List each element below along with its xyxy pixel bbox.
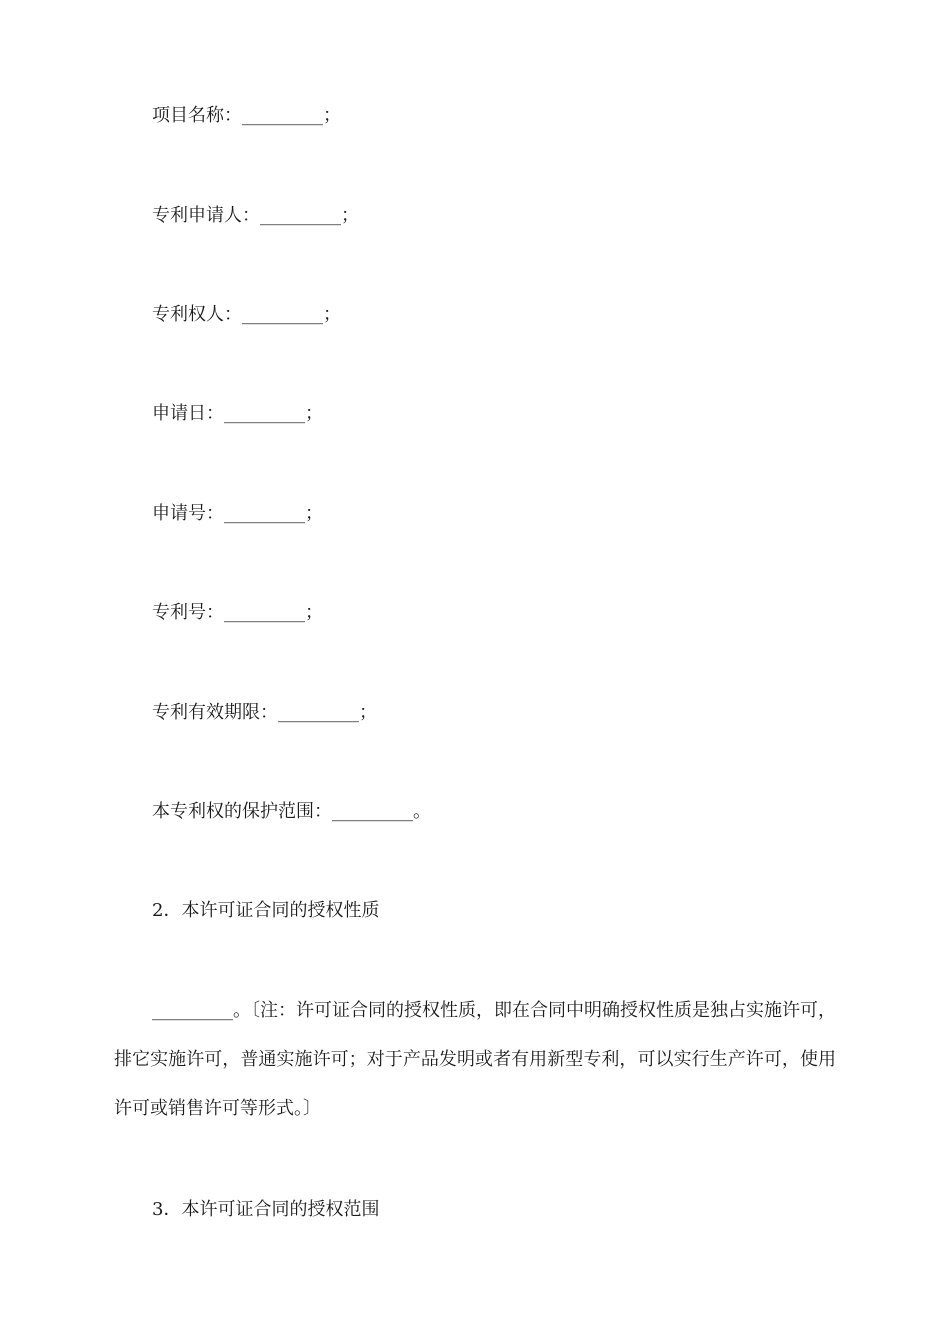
field-end: ； bbox=[323, 304, 341, 325]
section-2-note: 。〔注：许可证合同的授权性质，即在合同中明确授权性质是独占实施许可，排它实施许可，普通实施许可；对于产品发明或者有用新型专利，可以实行生产许可，使用许可或销售许可等形式。〕 bbox=[114, 1000, 836, 1119]
section-2-heading: 2．本许可证合同的授权性质 bbox=[152, 900, 380, 921]
field-blank: _________ bbox=[242, 304, 323, 325]
field-label: 专利有效期限： bbox=[152, 702, 278, 723]
field-blank: _________ bbox=[224, 503, 305, 524]
field-blank: _________ bbox=[332, 801, 413, 822]
section-3-heading: 3．本许可证合同的授权范围 bbox=[152, 1199, 380, 1220]
field-label: 项目名称： bbox=[152, 105, 242, 126]
field-label: 申请号： bbox=[152, 503, 224, 524]
field-blank: _________ bbox=[224, 602, 305, 623]
field-application-date bbox=[152, 402, 323, 426]
field-patent-number bbox=[152, 601, 323, 625]
section-2-body bbox=[114, 986, 836, 1133]
field-end: ； bbox=[305, 503, 323, 524]
field-label: 本专利权的保护范围： bbox=[152, 801, 332, 822]
field-patentee bbox=[152, 303, 341, 327]
field-label: 申请日： bbox=[152, 403, 224, 424]
field-protection-scope bbox=[152, 800, 431, 824]
field-end: ； bbox=[305, 403, 323, 424]
field-label: 专利号： bbox=[152, 602, 224, 623]
field-end: 。 bbox=[413, 801, 431, 822]
field-end: ； bbox=[341, 205, 359, 226]
field-blank: _________ bbox=[260, 205, 341, 226]
field-end: ； bbox=[359, 702, 377, 723]
field-blank: _________ bbox=[278, 702, 359, 723]
field-patent-validity bbox=[152, 701, 377, 725]
field-blank: _________ bbox=[242, 105, 323, 126]
field-label: 专利申请人： bbox=[152, 205, 260, 226]
field-end: ； bbox=[305, 602, 323, 623]
field-project-name bbox=[152, 104, 341, 128]
field-blank: _________ bbox=[224, 403, 305, 424]
field-patent-applicant bbox=[152, 204, 359, 228]
field-application-number bbox=[152, 502, 323, 526]
section-2-blank: _________ bbox=[152, 1000, 233, 1021]
field-label: 专利权人： bbox=[152, 304, 242, 325]
field-end: ； bbox=[323, 105, 341, 126]
